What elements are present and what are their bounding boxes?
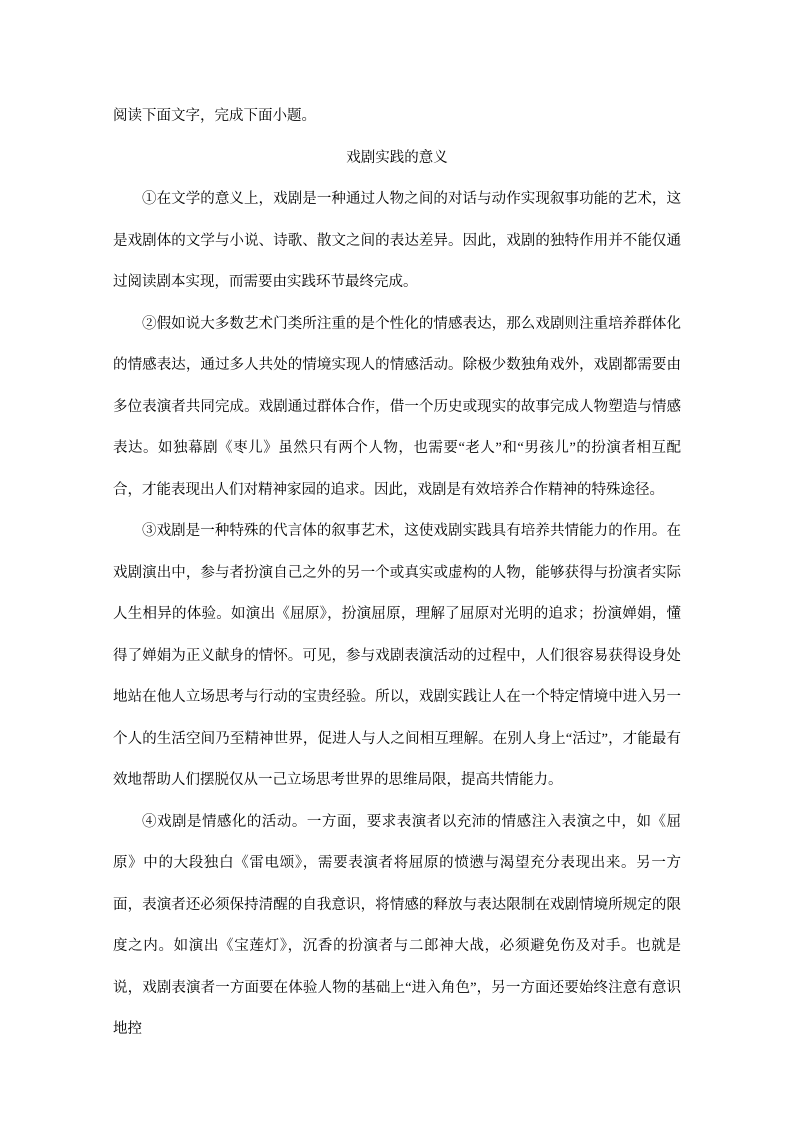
article-title: 戏剧实践的意义 [346, 149, 448, 166]
paragraph-2: ②假如说大多数艺术门类所注重的是个性化的情感表达，那么戏剧则注重培养群体化的情感表达，通过多人共处的情境实现人的情感活动。除极少数独角戏外，戏剧都需要由多位表演者共同完成。戏剧通过群体合作，借一个历史或现实的故事完成人物塑造与情感表达。如独幕剧《枣儿》虽然只有两个人物，也需要“老人”和“男孩儿”的扮演者相互配合，才能表现出人们对精神家园的追求。因此，戏剧是有效培养合作精神的特殊途径。 [113, 315, 681, 498]
document-content [113, 96, 681, 1051]
paragraph-1: ①在文学的意义上，戏剧是一种通过人物之间的对话与动作实现叙事功能的艺术，这是戏剧体的文学与小说、诗歌、散文之间的表达差异。因此，戏剧的独特作用并不能仅通过阅读剧本实现，而需要由实践环节最终完成。 [113, 191, 681, 290]
paragraph-3: ③戏剧是一种特殊的代言体的叙事艺术，这使戏剧实践具有培养共情能力的作用。在戏剧演出中，参与者扮演自己之外的另一个或真实或虚构的人物，能够获得与扮演者实际人生相异的体验。如演出《屈原》，扮演屈原，理解了屈原对光明的追求；扮演婵娟，懂得了婵娟为正义献身的情怀。可见，参与戏剧表演活动的过程中，人们很容易获得设身处地站在他人立场思考与行动的宝贵经验。所以，戏剧实践让人在一个特定情境中进入另一个人的生活空间乃至精神世界，促进人与人之间相互理解。在别人身上“活过”，才能最有效地帮助人们摆脱仅从一己立场思考世界的思维局限，提高共情能力。 [113, 523, 681, 788]
paragraph-4: ④戏剧是情感化的活动。一方面，要求表演者以充沛的情感注入表演之中，如《屈原》中的大段独白《雷电颂》，需要表演者将屈原的愤懑与渴望充分表现出来。另一方面，表演者还必须保持清醒的自我意识，将情感的释放与表达限制在戏剧情境所规定的限度之内。如演出《宝莲灯》，沉香的扮演者与二郎神大战，必须避免伤及对手。也就是说，戏剧表演者一方面要在体验人物的基础上“进入角色”，另一方面还要始终注意有意识地控 [113, 813, 681, 1037]
instruction-line: 阅读下面文字，完成下面小题。 [113, 108, 316, 124]
